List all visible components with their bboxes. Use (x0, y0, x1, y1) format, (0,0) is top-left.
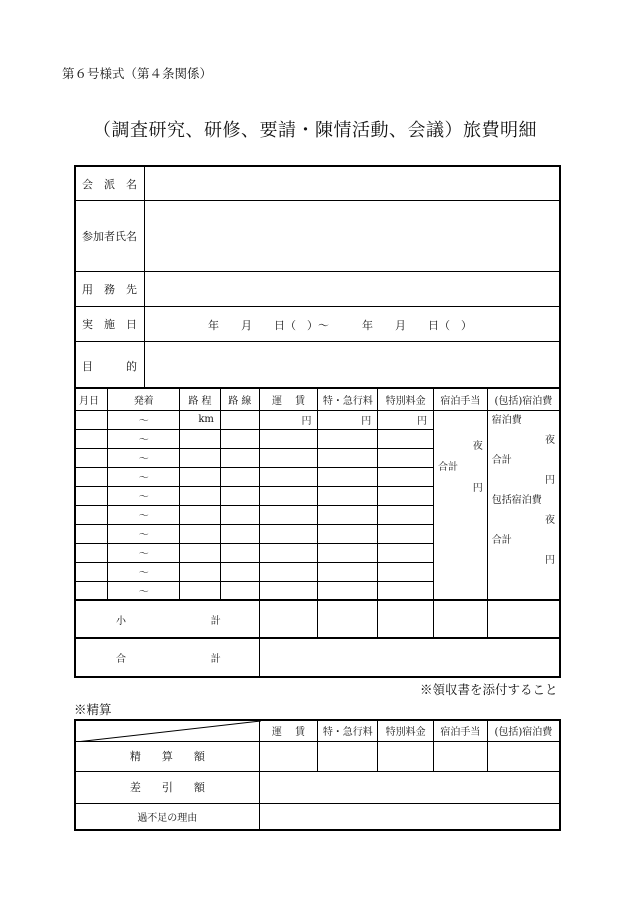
cell-date (75, 429, 108, 448)
cell-route: ～ (108, 543, 180, 562)
cell-route: ～ (108, 429, 180, 448)
row-seisan (75, 741, 560, 771)
cell-date (75, 410, 108, 429)
total-label (75, 638, 259, 677)
seisan-special (378, 741, 434, 771)
label-jisshi (76, 307, 145, 341)
subtotal-fare (259, 600, 318, 638)
label-participants (76, 201, 145, 271)
table-row (75, 410, 560, 429)
cell-route: ～ (108, 505, 180, 524)
cell-route: ～ (108, 410, 180, 429)
settle-header-row (75, 720, 560, 741)
label-char: 計 (210, 615, 221, 627)
col-header: 特・急行料 (318, 720, 378, 741)
label-char: 先 (126, 283, 137, 296)
col-header: 発着 (108, 388, 180, 410)
subtotal-housing (487, 600, 560, 638)
label-char: 会 (82, 177, 93, 191)
cell-date (75, 562, 108, 581)
cell-special (378, 581, 434, 600)
cell-route: ～ (108, 562, 180, 581)
cell-express (318, 543, 378, 562)
label-mokuteki (76, 342, 145, 389)
housing-night: 夜 (545, 434, 555, 446)
col-header: (包括)宿泊費 (487, 388, 560, 410)
cell-distance (180, 486, 221, 505)
cell-express (318, 524, 378, 543)
cell-line (220, 524, 259, 543)
cell-fare (259, 562, 318, 581)
label-char: 名 (126, 177, 137, 191)
cell-fare (259, 486, 318, 505)
label-char: 用 (82, 283, 93, 296)
cell-line (220, 505, 259, 524)
cell-date (75, 524, 108, 543)
cell-line (220, 562, 259, 581)
label-char: 実 (82, 318, 93, 331)
cell-route: ～ (108, 524, 180, 543)
cell-express (318, 562, 378, 581)
label-char: 引 (161, 781, 173, 794)
label-seisan (75, 741, 259, 771)
total-row (75, 638, 560, 677)
receipt-note: ※領収書を添付すること (420, 682, 558, 697)
cell-line (220, 486, 259, 505)
cell-distance: km (180, 410, 221, 429)
cell-special (378, 467, 434, 486)
cell-express: 円 (318, 410, 378, 429)
cell-special (378, 486, 434, 505)
label-char: 額 (193, 781, 205, 794)
cell-line (220, 410, 259, 429)
cell-express (318, 581, 378, 600)
reason-value (259, 803, 560, 830)
label-sashihiki (75, 771, 259, 803)
cell-express (318, 505, 378, 524)
col-header: 特別料金 (378, 388, 434, 410)
cell-fare (259, 467, 318, 486)
cell-distance (180, 448, 221, 467)
subtotal-row (75, 600, 560, 638)
row-participants (76, 201, 559, 272)
seisan-housing (487, 741, 560, 771)
cell-fare (259, 581, 318, 600)
cell-fare (259, 429, 318, 448)
col-header: 運 賃 (259, 720, 318, 741)
cell-special (378, 505, 434, 524)
label-char: 精 (129, 750, 141, 763)
cell-fare: 円 (259, 410, 318, 429)
housing-label: 宿泊費 (491, 414, 522, 426)
cell-date (75, 467, 108, 486)
housing-inclusive-yen: 円 (545, 554, 555, 566)
label-kaiha (76, 167, 145, 200)
housing-inclusive-label: 包括宿泊費 (491, 494, 542, 506)
cell-fare (259, 543, 318, 562)
row-kaiha (76, 167, 559, 201)
cell-housing (487, 410, 560, 600)
cell-date (75, 581, 108, 600)
cell-fare (259, 505, 318, 524)
label-char: 合 (116, 654, 126, 665)
settlement-table (74, 719, 561, 831)
date-range: 年 月 日（ ）～ 年 月 日（ ） (208, 319, 472, 332)
subtotal-express (318, 600, 378, 638)
sashihiki-value (259, 771, 560, 803)
cell-express (318, 429, 378, 448)
cell-special (378, 543, 434, 562)
col-header: 運 賃 (259, 388, 318, 410)
seisan-fare (259, 741, 318, 771)
info-section (74, 165, 561, 389)
label-char: 務 (104, 283, 115, 296)
cell-special (378, 562, 434, 581)
diagonal-cell (75, 720, 259, 741)
label-char: 目 (82, 359, 93, 373)
cell-date (75, 448, 108, 467)
housing-inclusive-night: 夜 (545, 514, 555, 526)
row-mokuteki (76, 342, 559, 389)
col-header: 特・急行料 (318, 388, 378, 410)
cell-date (75, 543, 108, 562)
teate-yen: 円 (472, 482, 483, 494)
housing-inclusive-total: 合計 (491, 534, 512, 546)
cell-route: ～ (108, 448, 180, 467)
cell-route: ～ (108, 581, 180, 600)
housing-total: 合計 (491, 454, 512, 466)
col-header: 宿泊手当 (433, 388, 487, 410)
cell-express (318, 467, 378, 486)
col-header: (包括)宿泊費 (487, 720, 560, 741)
subtotal-special (378, 600, 434, 638)
cell-express (318, 486, 378, 505)
cell-special (378, 524, 434, 543)
label-char: 計 (210, 654, 221, 665)
cell-distance (180, 505, 221, 524)
cell-special (378, 429, 434, 448)
cell-distance (180, 543, 221, 562)
label-char: 差 (129, 781, 141, 794)
subtotal-label (75, 600, 259, 638)
cell-distance (180, 524, 221, 543)
settlement-heading: ※精算 (74, 702, 112, 717)
label-char: 算 (161, 750, 173, 763)
form-number: 第６号様式（第４条関係） (62, 66, 213, 81)
label-char: 派 (104, 177, 115, 191)
label-reason: 過不足の理由 (75, 803, 259, 830)
seisan-express (318, 741, 378, 771)
cell-date (75, 486, 108, 505)
cell-fare (259, 524, 318, 543)
subtotal-teate (433, 600, 487, 638)
cell-express (318, 448, 378, 467)
cell-distance (180, 581, 221, 600)
label-char: 小 (116, 615, 126, 627)
cell-distance (180, 429, 221, 448)
label-char: 日 (126, 318, 137, 331)
col-header: 宿泊手当 (433, 720, 487, 741)
cell-date (75, 505, 108, 524)
col-header: 路 程 (180, 388, 221, 410)
teate-night: 夜 (472, 440, 483, 452)
cell-route: ～ (108, 486, 180, 505)
cell-line (220, 581, 259, 600)
cell-special (378, 448, 434, 467)
cell-line (220, 467, 259, 486)
cell-line (220, 448, 259, 467)
col-header: 特別料金 (378, 720, 434, 741)
cell-line (220, 543, 259, 562)
cell-line (220, 429, 259, 448)
row-youmu (76, 272, 559, 307)
cell-distance (180, 467, 221, 486)
col-header: 月日 (75, 388, 108, 410)
seisan-teate (433, 741, 487, 771)
label-char: 的 (126, 359, 137, 373)
label-text: 参加者氏名 (82, 230, 137, 243)
detail-header-row (75, 388, 560, 410)
row-sashihiki (75, 771, 560, 803)
row-jisshi (76, 307, 559, 342)
cell-fare (259, 448, 318, 467)
cell-distance (180, 562, 221, 581)
cell-shukuhaku-teate (433, 410, 487, 600)
page-title: （調査研究、研修、要請・陳情活動、会議）旅費明細 (93, 120, 537, 141)
diagonal-line (76, 721, 261, 742)
col-header: 路 線 (220, 388, 259, 410)
cell-special: 円 (378, 410, 434, 429)
label-char: 施 (104, 318, 115, 331)
label-char: 額 (193, 750, 205, 763)
cell-route: ～ (108, 467, 180, 486)
row-reason (75, 803, 560, 830)
teate-total: 合計 (437, 461, 458, 473)
total-value (259, 638, 560, 677)
housing-yen: 円 (545, 474, 555, 486)
label-youmu (76, 272, 145, 306)
detail-table (74, 387, 561, 678)
